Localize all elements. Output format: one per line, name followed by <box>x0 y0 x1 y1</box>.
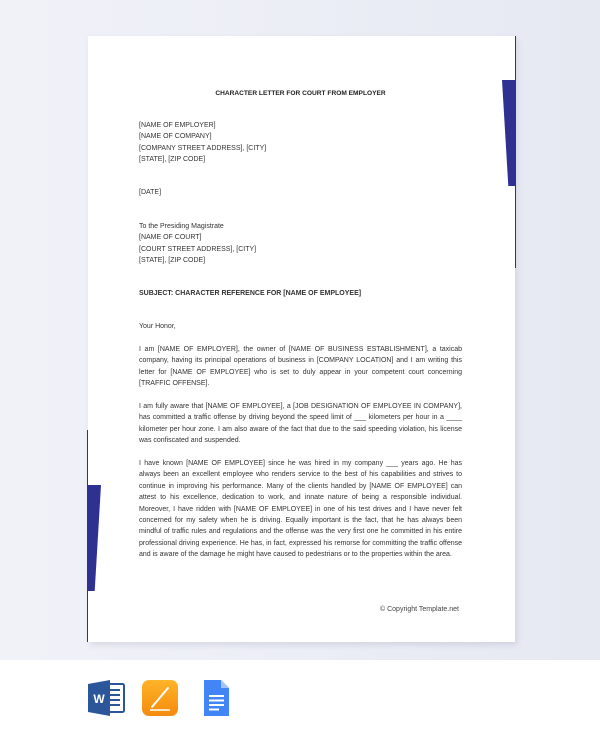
sender-line: [NAME OF EMPLOYER] <box>139 122 216 129</box>
copyright-notice: © Copyright Template.net <box>380 606 459 613</box>
paragraph: I am fully aware that [NAME OF EMPLOYEE], a [JOB DESIGNATION OF EMPLOYEE IN COMPANY], has committed a traffic offense by driving beyond the speed limit of ___ kilometers per hour in a ____ kilometer per hour zone. I am also aware of the fact that due to the said speeding violation, his license was confiscated and suspended. <box>139 403 462 445</box>
recipient-line: To the Presiding Magistrate <box>139 223 224 230</box>
subject-line <box>139 288 462 299</box>
word-icon[interactable] <box>86 678 126 718</box>
google-docs-icon[interactable] <box>196 678 236 718</box>
recipient-line: [COURT STREET ADDRESS], [CITY] <box>139 245 257 253</box>
sender-line: [STATE], [ZIP CODE] <box>139 156 206 164</box>
letter-date <box>139 187 462 198</box>
paragraph: I am [NAME OF EMPLOYER], the owner of [NAME OF BUSINESS ESTABLISHMENT], a taxicab company, having its principal operations of business in [COMPANY LOCATION] and I am writing this letter for [NAME OF EMPLOYEE] who is set to duly appear in your competent court concerning [TRAFFIC OFFENSE]. <box>139 346 462 388</box>
document-page <box>88 36 515 642</box>
recipient-line: [NAME OF COURT] <box>139 234 202 242</box>
sender-address <box>139 120 462 166</box>
svg-text:W: W <box>93 692 105 706</box>
subject-text: SUBJECT: CHARACTER REFERENCE FOR [NAME OF EMPLOYEE] <box>139 290 362 297</box>
salutation <box>139 321 462 332</box>
recipient-line: [STATE], [ZIP CODE] <box>139 257 206 265</box>
paragraph: I have known [NAME OF EMPLOYEE] since he was hired in my company ___ years ago. He has always been an excellent employee who renders service to the best of his capabilities and strives to continue in improving his performance. Many of the clients handled by [NAME OF EMPLOYEE] can attest to his excellence, dedication to work, and innate nature of being a responsible individual. Moreover, I have ridden with [NAME OF EMPLOYEE] in one of his test drives and I have never felt concerned for my safety when he is driving. Equally important is the fact, that he has always been mindful of traffic rules and regulations and the offense was the very first one he committed in his entire professional driving experience. He has, in fact, expressed his remorse for committing the traffic offense and is aware of the damage he might have caused to pedestrians or to the properties within the area. <box>139 460 462 559</box>
date-text: [DATE] <box>139 189 162 196</box>
sender-line: [NAME OF COMPANY] <box>139 133 212 141</box>
pages-icon[interactable] <box>140 678 180 718</box>
sender-line: [COMPANY STREET ADDRESS], [CITY] <box>139 144 267 152</box>
salutation-text: Your Honor, <box>139 323 176 330</box>
recipient-address <box>139 221 462 267</box>
document-title: CHARACTER LETTER FOR COURT FROM EMPLOYER <box>215 90 386 97</box>
